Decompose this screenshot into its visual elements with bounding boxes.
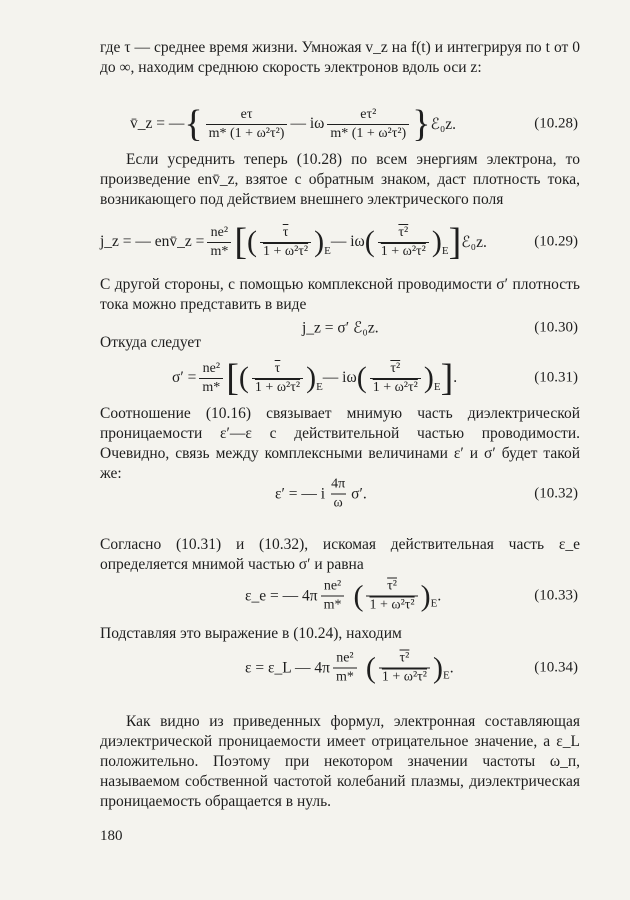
eq-10-33-coefficient: $\frac{\text{ne²}}{m*}$ (321, 579, 345, 614)
paragraph-complex-conductivity: С другой стороны, с помощью комплексной проводимости σ′ плотность тока можно представить в виде (100, 276, 580, 313)
eq-10-31-minus: — iω (322, 369, 357, 386)
eq-10-34-lhs: ε = ε_L — 4π (245, 659, 330, 676)
eq-10-33-lhs: ε_e = — 4π (245, 587, 318, 604)
eq-10-28-number: (10.28) (534, 115, 578, 132)
eq-10-31-average-1: $\frac{\tau}{\text{1 + ω²τ²}}$ (252, 361, 303, 396)
page-number: 180 (100, 828, 123, 844)
eq-10-30-formula: j_z = σ′ ℰ₀z. (302, 319, 379, 337)
paragraph-according: Согласно (10.31) и (10.32), искомая действительная часть ε_e определяется мнимой частью σ′ и равна (100, 536, 580, 573)
paragraph-conclusion: Как видно из приведенных формул, электронная составляющая диэлектрической проницаемости имеет отрицательное значение, а ε_L положительно. Поэтому при некотором значении частоты ω_п, называемом собственной частотой колебаний плазмы, диэлектрическая проницаемость обращается в нуль. (100, 713, 580, 810)
eq-10-32-number: (10.32) (534, 485, 578, 502)
equation-10-32 (100, 466, 580, 522)
eq-10-33-number: (10.33) (534, 587, 578, 604)
paragraph-current-density: Если усреднить теперь (10.28) по всем энергиям электрона, то произведение env̄_z, взятое с обратным знаком, даст плотность тока, возникающего под действием внешнего электрического поля (100, 151, 580, 208)
equation-10-31: σ′ = $\frac{\text{ne²}}{m*}$ [ ( $\frac{\tau}{\text{1 + ω²τ²}}$ ) E — iω ( $\frac{\text{τ²}}{\text{1 + ω²τ²}}$ ) E ] . (10.31) (172, 357, 578, 399)
eq-10-29-number: (10.29) (534, 233, 578, 250)
eq-10-31-lhs: σ′ = (172, 369, 197, 386)
eq-10-29-lhs: j_z = — env̄_z = (100, 233, 205, 250)
equation-10-34: ε = ε_L — 4π $\frac{\text{ne²}}{m*}$ ( $\frac{\text{τ²}}{\text{1 + ω²τ²}}$ ) E . (10.34) (245, 650, 578, 685)
eq-10-28-field: ℰ₀z. (430, 115, 457, 133)
eq-10-32-lhs: ε′ = — i (275, 485, 326, 502)
eq-10-29-average-2: $\frac{\text{τ²}}{\text{1 + ω²τ²}}$ (378, 225, 429, 260)
eq-10-28-lhs: v̄_z = — (130, 115, 185, 132)
eq-10-28-fraction-2: $\frac{\text{eτ²}}{\text{m* (1 + ω²τ²)}}$ (327, 107, 409, 142)
eq-10-29-field: ℰ₀z. (461, 233, 487, 251)
eq-10-31-coefficient: $\frac{\text{ne²}}{m*}$ (199, 361, 223, 396)
paragraph-permittivity-relation: Соотношение (10.16) связывает мнимую часть диэлектрической проницаемости ε′—ε с действительной частью проводимости. Очевидно, связь между комплексными величинами ε′ и σ′ будет такой же: (100, 405, 580, 482)
brace-close: } (412, 103, 431, 145)
eq-10-28-minus: — iω (290, 115, 325, 132)
paragraph-hence: Откуда следует (100, 334, 202, 351)
eq-10-31-number: (10.31) (534, 369, 578, 386)
equation-10-33: ε_e = — 4π $\frac{\text{ne²}}{m*}$ ( $\frac{\text{τ²}}{\text{1 + ω²τ²}}$ ) E . (10.33) (245, 578, 578, 613)
brace-open: { (184, 103, 203, 145)
eq-10-30-number: (10.30) (534, 319, 578, 336)
eq-10-29-coefficient: $\frac{\text{ne²}}{m*}$ (207, 225, 231, 260)
eq-10-34-average: $\frac{\text{τ²}}{\text{1 + ω²τ²}}$ (379, 651, 430, 686)
eq-10-34-number: (10.34) (534, 659, 578, 676)
paragraph-substituting: Подставляя это выражение в (10.24), находим (100, 625, 402, 642)
eq-10-28-fraction-1: $\frac{e\tau}{\text{m* (1 + ω²τ²)}}$ (206, 107, 288, 142)
eq-10-29-average-1: $\frac{\tau}{\text{1 + ω²τ²}}$ (260, 225, 311, 260)
eq-10-33-average: $\frac{\text{τ²}}{\text{1 + ω²τ²}}$ (366, 579, 417, 614)
eq-10-29-minus: — iω (330, 233, 365, 250)
eq-10-31-average-2: $\frac{\text{τ²}}{\text{1 + ω²τ²}}$ (370, 361, 421, 396)
equation-10-29: j_z = — env̄_z = $\frac{\text{ne²}}{m*}$ [ ( $\frac{\tau}{\text{1 + ω²τ²}}$ ) E — iω ( $\frac{\text{τ²}}{\text{1 + ω²τ²}}$ ) E ] ℰ₀z. (10.29) (100, 221, 578, 263)
equation-10-28 (100, 96, 580, 152)
eq-10-32-rhs: σ′. (351, 485, 367, 502)
eq-10-32-fraction: $\frac{4\pi}{\omega}$ (331, 476, 346, 511)
paragraph-intro: где τ — среднее время жизни. Умножая v_z на f(t) и интегрируя по t от 0 до ∞, находим среднюю скорость электронов вдоль оси z: (100, 39, 580, 76)
eq-10-34-coefficient: $\frac{\text{ne²}}{m*}$ (333, 651, 357, 686)
